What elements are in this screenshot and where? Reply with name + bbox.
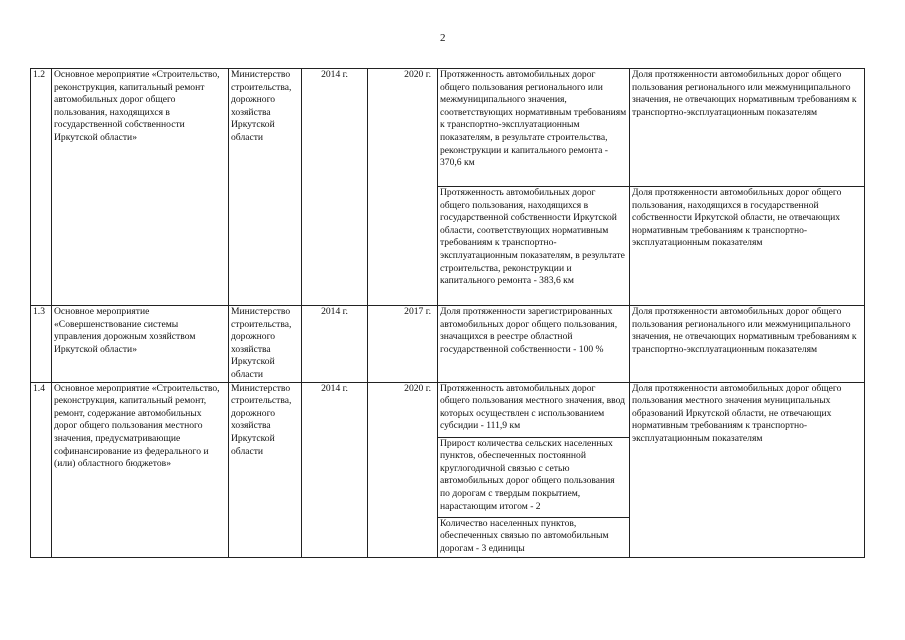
start-year: 2014 г. [302, 69, 368, 306]
table-row-1-4 [31, 382, 865, 437]
expected-result: Протяженность автомобильных дорог общего пользования, находящихся в государственной собственности Иркутской области, соответствующих нормативным требованиям к транспортно-эксплуатационным показателям, в результате строительства, реконструкции и капитального ремонта - 383,6 км [438, 187, 630, 306]
start-year: 2014 г. [302, 306, 368, 383]
expected-result: Протяженность автомобильных дорог общего пользования местного значения, ввод которых осуществлен с использованием субсидии - 111,9 км [438, 382, 630, 437]
activity-name: Основное мероприятие «Строительство, реконструкция, капитальный ремонт автомобильных дорог общего пользования, находящихся в государственной собственности Иркутской области» [52, 69, 229, 306]
end-year: 2020 г. [368, 69, 438, 306]
target-indicator: Доля протяженности автомобильных дорог общего пользования регионального или межмуниципального значения, не отвечающих нормативным требованиям к транспортно-эксплуатационным показателям [630, 69, 865, 187]
target-indicator: Доля протяженности автомобильных дорог общего пользования местного значения муниципальных образований Иркутской области, не отвечающих нормативным требованиям к транспортно-эксплуатационным показателям [630, 382, 865, 557]
target-indicator: Доля протяженности автомобильных дорог общего пользования, находящихся в государственной собственности Иркутской области, не отвечающих нормативным требованиям к транспортно-эксплуатационным показателям [630, 187, 865, 306]
end-year: 2017 г. [368, 306, 438, 383]
executor: Министерство строительства, дорожного хозяйства Иркутской области [229, 69, 302, 306]
activity-name: Основное мероприятие «Совершенствование системы управления дорожным хозяйством Иркутской области» [52, 306, 229, 383]
table-row-1-3 [31, 306, 865, 383]
program-activities-table [30, 68, 865, 558]
activity-name: Основное мероприятие «Строительство, реконструкция, капитальный ремонт, ремонт, содержание автомобильных дорог общего пользования местного значения, предусматривающие софинансирование из федерального и (или) областного бюджетов» [52, 382, 229, 557]
executor: Министерство строительства, дорожного хозяйства Иркутской области [229, 382, 302, 557]
expected-result: Прирост количества сельских населенных пунктов, обеспеченных постоянной круглогодичной связью с сетью автомобильных дорог общего пользования по дорогам с твердым покрытием, нарастающим итогом - 2 [438, 437, 630, 517]
page-number: 2 [440, 32, 446, 44]
table-row-1-2 [31, 69, 865, 187]
executor: Министерство строительства, дорожного хозяйства Иркутской области [229, 306, 302, 383]
expected-result: Доля протяженности зарегистрированных автомобильных дорог общего пользования, значащихся в реестре областной государственной собственности - 100 % [438, 306, 630, 383]
end-year: 2020 г. [368, 382, 438, 557]
row-number: 1.3 [31, 306, 52, 383]
expected-result: Протяженность автомобильных дорог общего пользования регионального или межмуниципального значения, соответствующих нормативным требованиям к транспортно-эксплуатационным показателям, в результате строительства, реконструкции и капитального ремонта - 370,6 км [438, 69, 630, 187]
row-number: 1.4 [31, 382, 52, 557]
start-year: 2014 г. [302, 382, 368, 557]
target-indicator: Доля протяженности автомобильных дорог общего пользования регионального или межмуниципального значения, не отвечающих нормативным требованиям к транспортно-эксплуатационным показателям [630, 306, 865, 383]
row-number: 1.2 [31, 69, 52, 306]
expected-result: Количество населенных пунктов, обеспеченных связью по автомобильным дорогам - 3 единицы [438, 517, 630, 557]
